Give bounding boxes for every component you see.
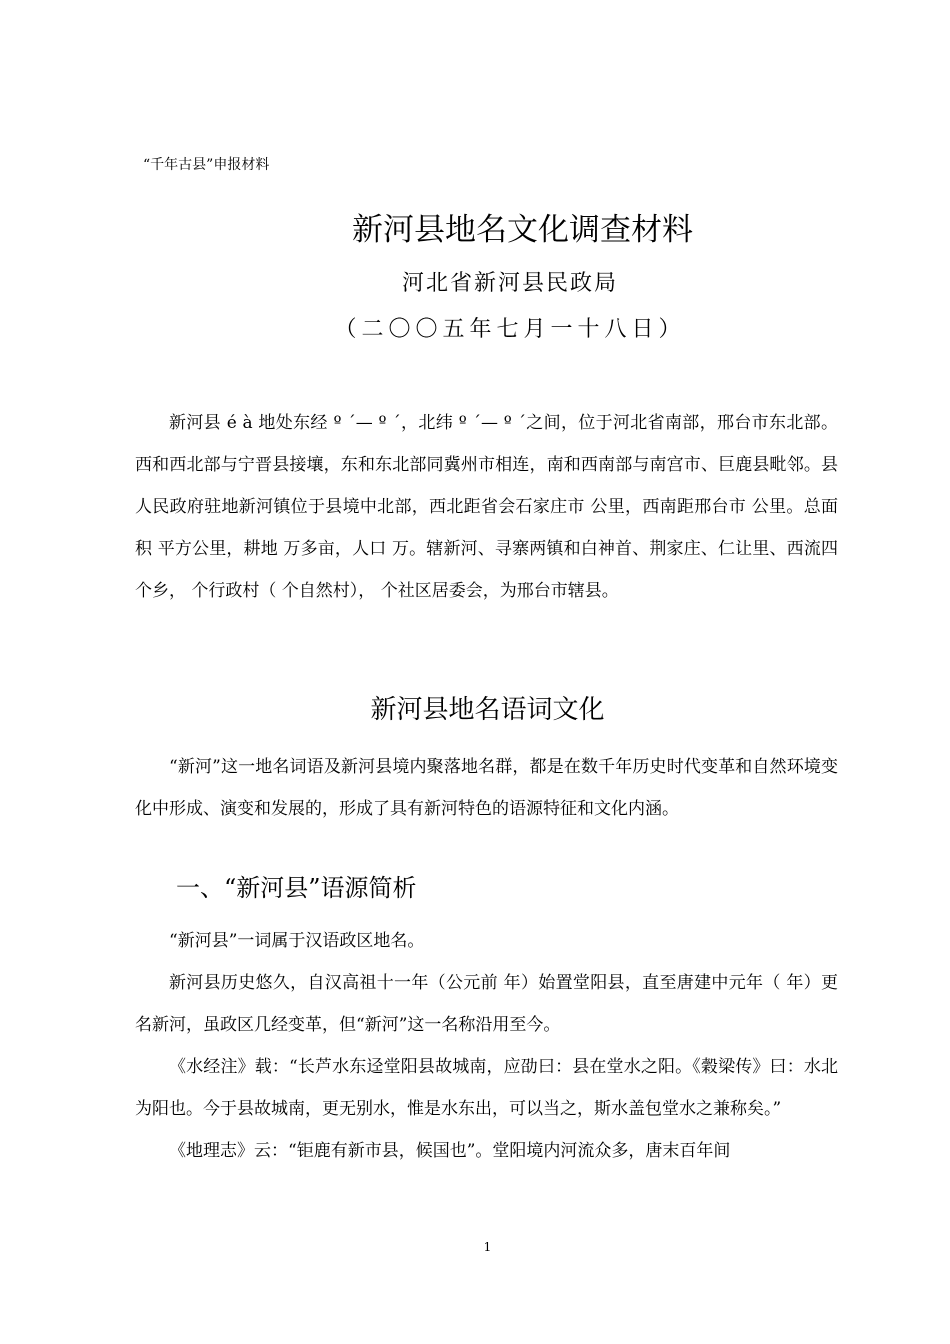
section-paragraph: “新河”这一地名词语及新河县境内聚落地名群，都是在数千年历史时代变革和自然环境变化中形成、演变和发展的，形成了具有新河特色的语源特征和文化内涵。	[135, 757, 838, 819]
body-paragraph: 《水经注》载：“长芦水东迳堂阳县故城南，应劭曰：县在堂水之阳。《穀梁传》曰：水北为阳也。今于县故城南，更无别水，惟是水东出，可以当之，斯水盖包堂水之兼称矣。”	[135, 1057, 838, 1119]
page-number: 1	[483, 1240, 492, 1254]
section-title: 新河县地名语词文化	[370, 695, 605, 725]
document-date: （二〇〇五年七月一十八日）	[334, 317, 686, 342]
body-paragraph: “新河县”一词属于汉语政区地名。	[169, 931, 425, 951]
document-subtitle: 河北省新河县民政局	[401, 271, 618, 296]
section-intro	[135, 746, 838, 830]
subsection-body	[135, 920, 838, 1172]
intro-section	[135, 402, 838, 612]
header-note: “千年古县”申报材料	[143, 157, 270, 173]
document-title: 新河县地名文化调查材料	[352, 212, 693, 248]
body-paragraph: 新河县历史悠久，自汉高祖十一年（公元前 年）始置堂阳县，直至唐建中元年（ 年）更名新河，虽政区几经变革，但“新河”这一名称沿用至今。	[135, 973, 838, 1035]
body-paragraph: 《地理志》云：“钜鹿有新市县，候国也”。堂阳境内河流众多，唐末百年间	[169, 1141, 731, 1161]
subsection-heading: 一、“新河县”语源简析	[176, 874, 417, 902]
intro-paragraph: 新河县 é à 地处东经 º ´— º ´，北纬 º ´— º ´之间，位于河北省南部，邢台市东北部。西和西北部与宁晋县接壤，东和东北部同冀州市相连，南和西南部与南宫市、巨鹿县毗邻。县人民政府驻地新河镇位于县境中北部，西北距省会石家庄市 公里，西南距邢台市 公里。总面积 平方公里，耕地 万多亩，人口 万。辖新河、寻寨两镇和白神首、荆家庄、仁让里、西流四个乡， 个行政村（ 个自然村）， 个社区居委会，为邢台市辖县。	[135, 413, 838, 601]
